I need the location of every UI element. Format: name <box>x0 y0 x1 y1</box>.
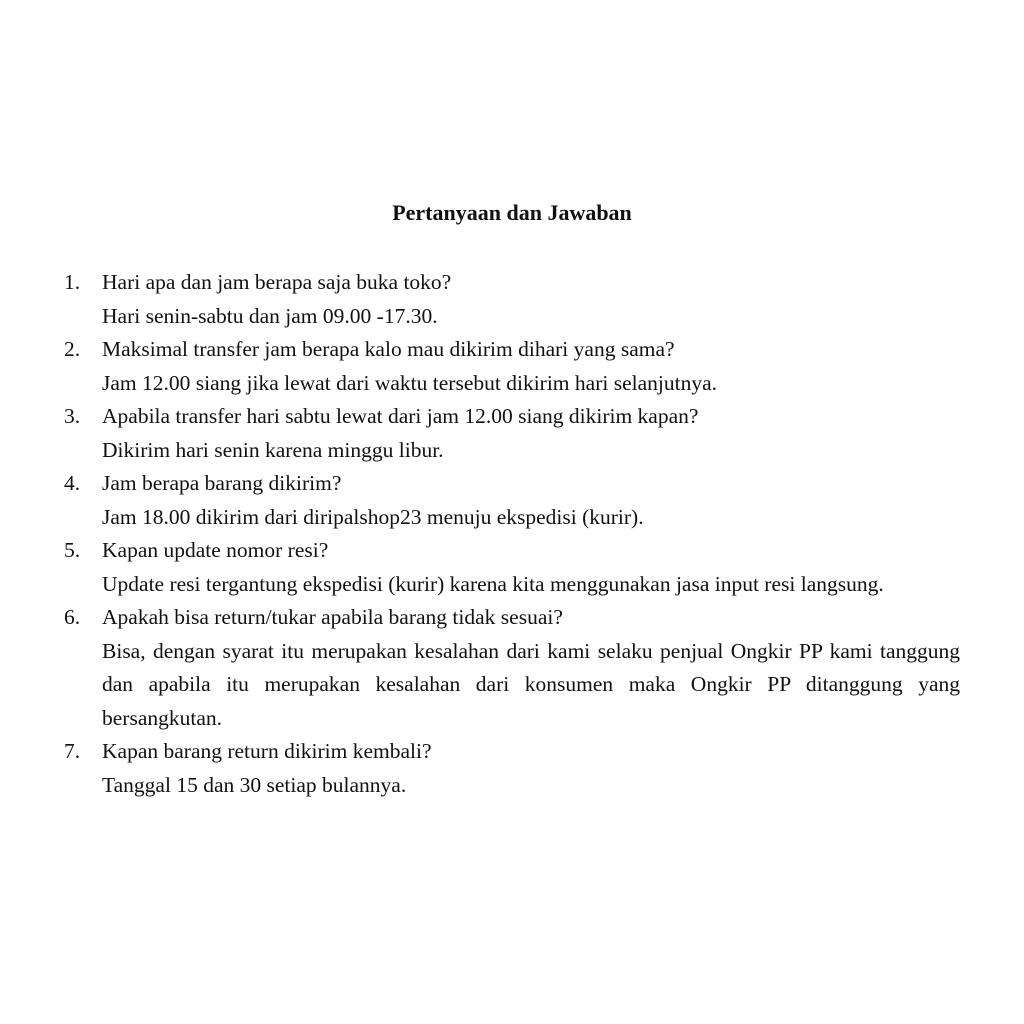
faq-answer: Jam 18.00 dikirim dari diripalshop23 menuju ekspedisi (kurir). <box>102 504 644 529</box>
faq-question: Kapan update nomor resi? <box>102 538 329 562</box>
faq-item-5 <box>64 534 960 601</box>
faq-number: 7. <box>64 739 81 763</box>
faq-question: Kapan barang return dikirim kembali? <box>102 739 432 763</box>
faq-body <box>102 534 960 601</box>
faq-item-7 <box>64 735 960 802</box>
faq-answer: Update resi tergantung ekspedisi (kurir) karena kita menggunakan jasa input resi langsung. <box>102 571 884 596</box>
faq-question: Apabila transfer hari sabtu lewat dari jam 12.00 siang dikirim kapan? <box>102 404 699 428</box>
faq-question: Maksimal transfer jam berapa kalo mau dikirim dihari yang sama? <box>102 337 675 361</box>
faq-number: 5. <box>64 538 81 562</box>
faq-item-3 <box>64 400 960 467</box>
faq-number: 3. <box>64 404 81 428</box>
faq-body <box>102 266 960 333</box>
faq-body <box>102 333 960 400</box>
faq-item-2 <box>64 333 960 400</box>
faq-answer: Hari senin-sabtu dan jam 09.00 -17.30. <box>102 303 438 328</box>
faq-body <box>102 601 960 735</box>
faq-answer: Tanggal 15 dan 30 setiap bulannya. <box>102 772 407 797</box>
faq-number: 4. <box>64 471 81 495</box>
faq-body <box>102 400 960 467</box>
faq-item-6 <box>64 601 960 735</box>
page-title: Pertanyaan dan Jawaban <box>392 200 632 225</box>
faq-body <box>102 735 960 802</box>
faq-question: Apakah bisa return/tukar apabila barang tidak sesuai? <box>102 605 563 629</box>
faq-question: Jam berapa barang dikirim? <box>102 471 342 495</box>
faq-answer: Jam 12.00 siang jika lewat dari waktu tersebut dikirim hari selanjutnya. <box>102 370 717 395</box>
faq-item-1 <box>64 266 960 333</box>
faq-answer: Bisa, dengan syarat itu merupakan kesalahan dari kami selaku penjual Ongkir PP kami tanggung dan apabila itu merupakan kesalahan dari konsumen maka Ongkir PP ditanggung yang bersangkutan. <box>102 638 960 730</box>
faq-item-4 <box>64 467 960 534</box>
faq-list <box>64 266 960 802</box>
faq-number: 2. <box>64 337 81 361</box>
faq-body <box>102 467 960 534</box>
faq-answer: Dikirim hari senin karena minggu libur. <box>102 437 444 462</box>
faq-number: 1. <box>64 270 81 294</box>
faq-number: 6. <box>64 605 81 629</box>
faq-question: Hari apa dan jam berapa saja buka toko? <box>102 270 452 294</box>
